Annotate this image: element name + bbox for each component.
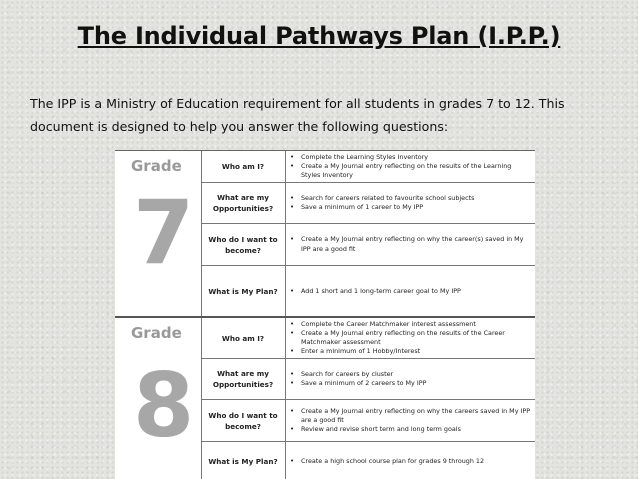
table-row (201, 318, 535, 359)
table-row (201, 183, 535, 224)
list-item: • Complete the Career Matchmaker interest assessment (287, 320, 531, 329)
question-cell: What are my Opportunities? (201, 183, 286, 223)
grade-8-section (115, 316, 535, 479)
grade-label-cell (115, 318, 202, 479)
grade-number: 7 (133, 181, 195, 284)
grade-label-cell (115, 151, 202, 317)
intro-paragraph (30, 92, 620, 138)
list-item: • Review and revise short term and long term goals (287, 425, 531, 434)
grade-number: 8 (133, 354, 195, 457)
table-row (201, 266, 535, 317)
ipp-table (115, 150, 535, 479)
list-item: • Add 1 short and 1 long-term career goal to My IPP (287, 287, 531, 296)
question-cell: What is My Plan? (201, 266, 286, 317)
activity-list (287, 183, 531, 223)
list-item: • Create a My Journal entry reflecting on the results of the Learning Styles Inventory (287, 162, 531, 180)
intro-line: The IPP is a Ministry of Education requirement for all students in grades 7 to 12. This (30, 96, 565, 111)
activity-list (287, 400, 531, 441)
question-cell: Who do I want to become? (201, 224, 286, 265)
grade-word: Grade (131, 157, 182, 175)
list-item: • Enter a minimum of 1 Hobby/Interest (287, 347, 531, 356)
list-item: • Create a My Journal entry reflecting on the results of the Career Matchmaker assessment (287, 329, 531, 347)
table-row (201, 400, 535, 442)
table-row (201, 359, 535, 400)
table-row (201, 151, 535, 183)
question-cell: Who am I? (201, 318, 286, 358)
activity-list (287, 266, 531, 317)
question-cell: What are my Opportunities? (201, 359, 286, 399)
list-item: • Create a high school course plan for grades 9 through 12 (287, 457, 531, 466)
list-item: • Create a My Journal entry reflecting on why the careers saved in My IPP are a good fit (287, 407, 531, 425)
grade-word: Grade (131, 324, 182, 342)
activity-list (287, 318, 531, 358)
grade-7-section (115, 150, 535, 317)
list-item: • Save a minimum of 1 career to My IPP (287, 203, 531, 212)
slide-title: The Individual Pathways Plan (I.P.P.) (77, 22, 561, 50)
table-row (201, 224, 535, 266)
table-row (201, 442, 535, 479)
activity-list (287, 151, 531, 182)
list-item: • Complete the Learning Styles Inventory (287, 153, 531, 162)
list-item: • Search for careers by cluster (287, 370, 531, 379)
activity-list (287, 359, 531, 399)
list-item: • Save a minimum of 2 careers to My IPP (287, 379, 531, 388)
list-item: • Create a My Journal entry reflecting on why the career(s) saved in My IPP are a good fit (287, 235, 531, 253)
question-cell: Who do I want to become? (201, 400, 286, 441)
activity-list (287, 442, 531, 479)
question-cell: What is My Plan? (201, 442, 286, 479)
question-cell: Who am I? (201, 151, 286, 182)
activity-list (287, 224, 531, 265)
list-item: • Search for careers related to favourite school subjects (287, 194, 531, 203)
intro-line: document is designed to help you answer the following questions: (30, 119, 449, 134)
